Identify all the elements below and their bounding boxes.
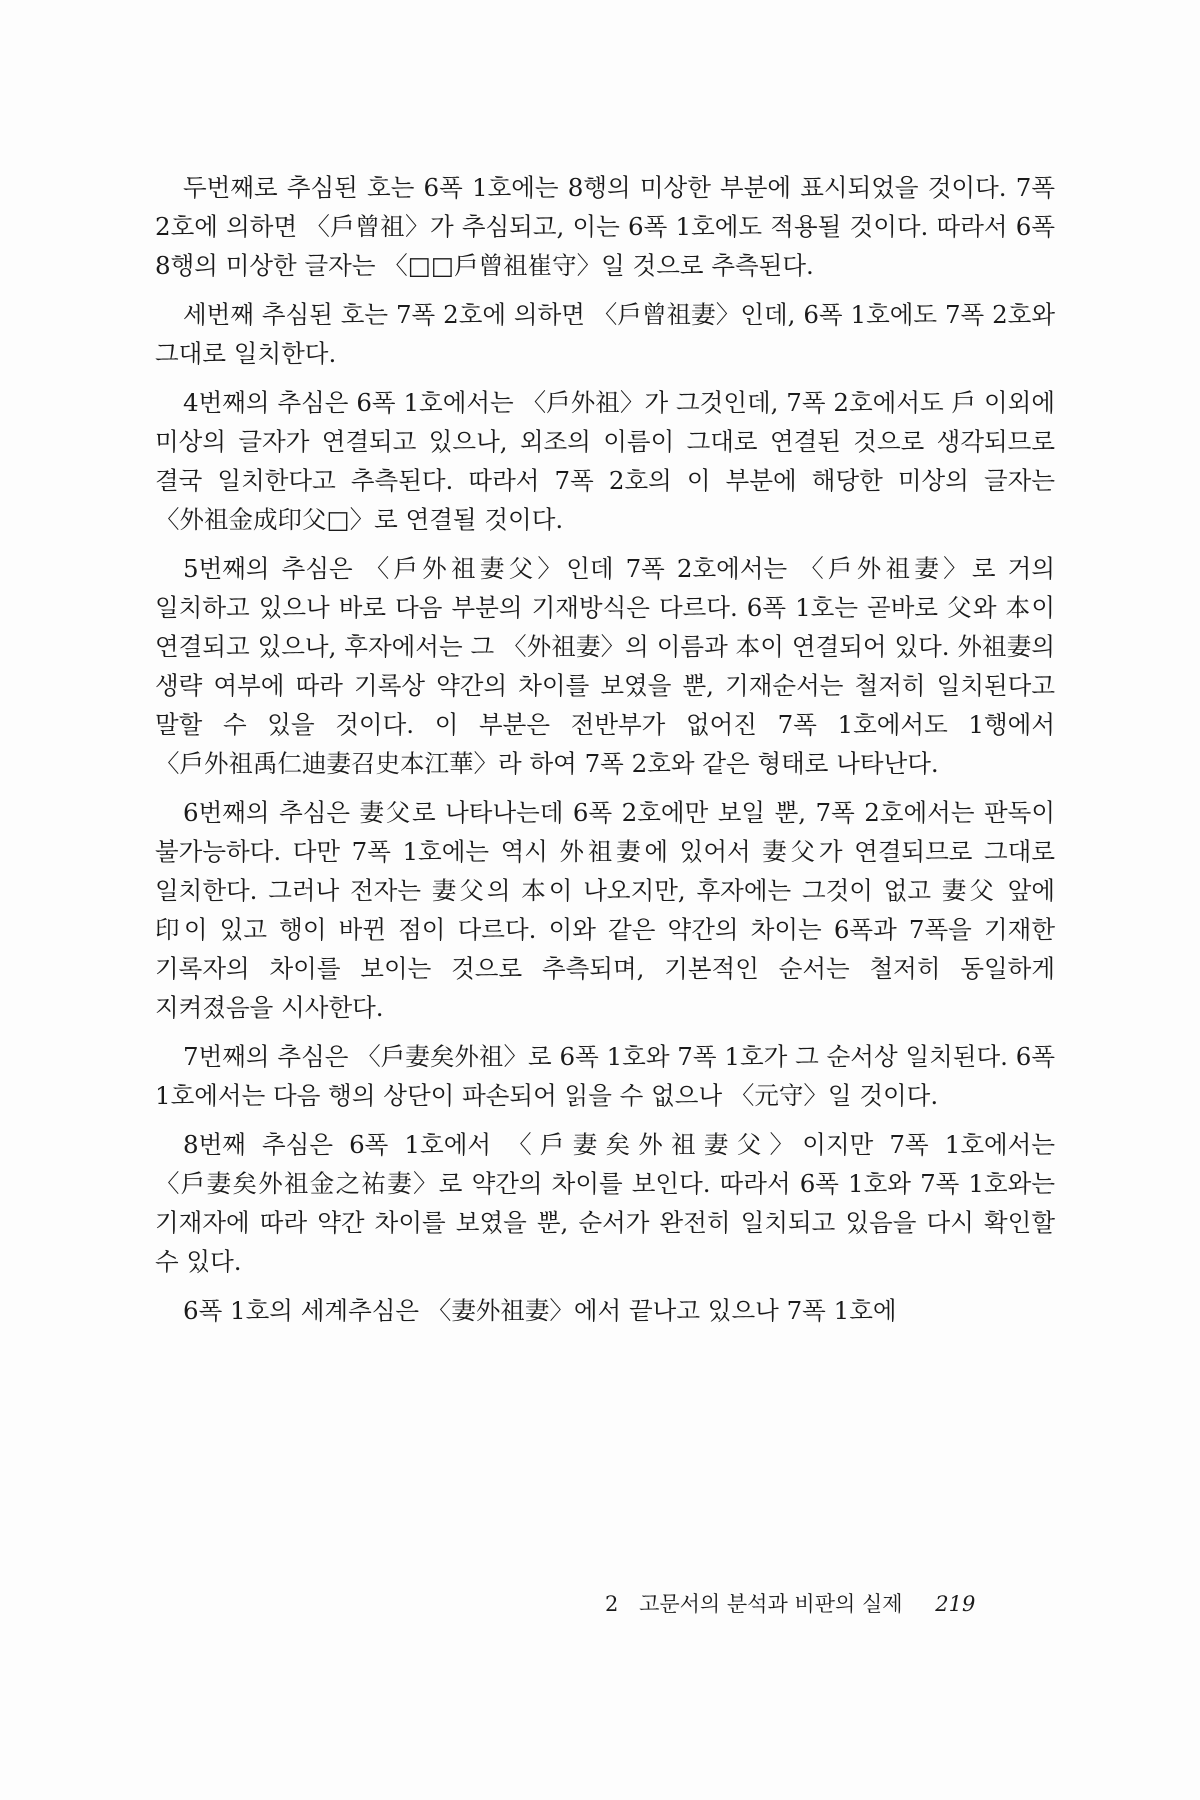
paragraph-4: 5번째의 추심은 〈戶外祖妻父〉인데 7폭 2호에서는 〈戶外祖妻〉로 거의 일치하고 있으나 바로 다음 부분의 기재방식은 다르다. 6폭 1호는 곧바로 父와 本이 연결되고 있으나, 후자에서는 그 〈外祖妻〉의 이름과 本이 연결되어 있다. 外祖妻의 생략 여부에 따라 기록상 약간의 차이를 보였을 뿐, 기재순서는 철저히 일치된다고 말할 수 있을 것이다. 이 부분은 전반부가 없어진 7폭 1호에서도 1행에서 〈戶外祖禹仁迪妻召史本江華〉라 하여 7폭 2호와 같은 형태로 나타난다. bbox=[155, 554, 1055, 778]
paragraph-6: 7번째의 추심은 〈戶妻矣外祖〉로 6폭 1호와 7폭 1호가 그 순서상 일치된다. 6폭 1호에서는 다음 행의 상단이 파손되어 읽을 수 없으나 〈元守〉일 것이다. bbox=[155, 1042, 1055, 1110]
paragraph-1: 두번째로 추심된 호는 6폭 1호에는 8행의 미상한 부분에 표시되었을 것이다. 7폭 2호에 의하면 〈戶曾祖〉가 추심되고, 이는 6폭 1호에도 적용될 것이다. 따라서 6폭 8행의 미상한 글자는 〈□□戶曾祖崔守〉일 것으로 추측된다. bbox=[155, 173, 1055, 280]
chapter-number: 2 bbox=[605, 1592, 619, 1616]
paragraph-8: 6폭 1호의 세계추심은 〈妻外祖妻〉에서 끝나고 있으나 7폭 1호에 bbox=[183, 1296, 897, 1325]
paragraph-5: 6번째의 추심은 妻父로 나타나는데 6폭 2호에만 보일 뿐, 7폭 2호에서는 판독이 불가능하다. 다만 7폭 1호에는 역시 外祖妻에 있어서 妻父가 연결되므로 그대로 일치한다. 그러나 전자는 妻父의 本이 나오지만, 후자에는 그것이 없고 妻父 앞에 印이 있고 행이 바뀐 점이 다르다. 이와 같은 약간의 차이는 6폭과 7폭을 기재한 기록자의 차이를 보이는 것으로 추측되며, 기본적인 순서는 철저히 동일하게 지켜졌음을 시사한다. bbox=[155, 798, 1055, 1022]
body-text bbox=[155, 168, 1055, 1330]
chapter-title: 고문서의 분석과 비판의 실제 bbox=[639, 1592, 903, 1616]
paragraph-3: 4번째의 추심은 6폭 1호에서는 〈戶外祖〉가 그것인데, 7폭 2호에서도 戶 이외에 미상의 글자가 연결되고 있으나, 외조의 이름이 그대로 연결된 것으로 생각되므로 결국 일치한다고 추측된다. 따라서 7폭 2호의 이 부분에 해당한 미상의 글자는 〈外祖金成印父□〉로 연결될 것이다. bbox=[155, 388, 1055, 534]
paragraph-7: 8번째 추심은 6폭 1호에서 〈戶妻矣外祖妻父〉이지만 7폭 1호에서는 〈戶妻矣外祖金之祐妻〉로 약간의 차이를 보인다. 따라서 6폭 1호와 7폭 1호와는 기재자에 따라 약간 차이를 보였을 뿐, 순서가 완전히 일치되고 있음을 다시 확인할 수 있다. bbox=[155, 1130, 1055, 1276]
page-footer bbox=[605, 1588, 1060, 1618]
page-number: 219 bbox=[935, 1592, 976, 1616]
paragraph-2: 세번째 추심된 호는 7폭 2호에 의하면 〈戶曾祖妻〉인데, 6폭 1호에도 7폭 2호와 그대로 일치한다. bbox=[155, 300, 1055, 368]
